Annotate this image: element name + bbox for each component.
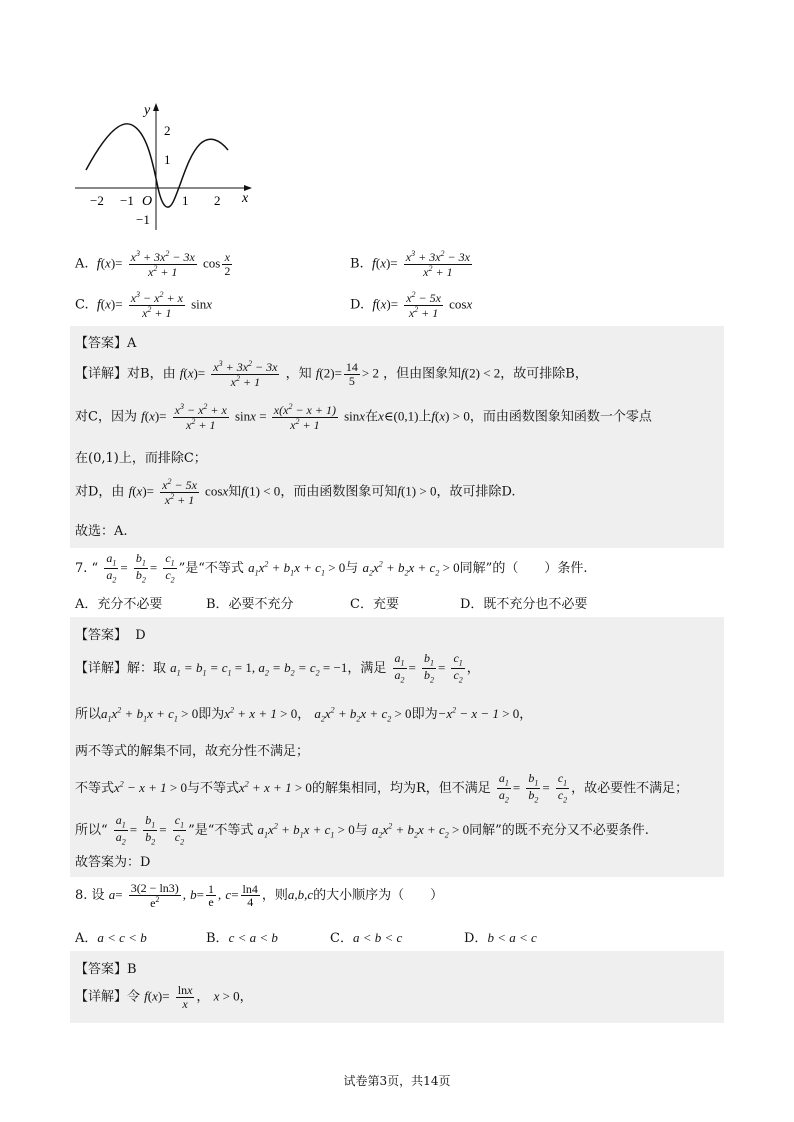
q6-option-a: A. f(x)= $\frac{x^3 + 3x^2 - 3x}{x^2 + 1}$ cos $\frac{x}{2}$ (75, 249, 231, 279)
q8-detail-line1: 【详解】令 f(x)= $\frac{\ln x}{x}$ ， x > 0， (75, 983, 253, 1011)
q7-detail-line5: 所以“ $\frac{a_1}{a_2}$ = $\frac{b_1}{b_2}$ = $\frac{c_1}{c_2}$ ”是“不等式 $a_1x^2 + b_1x + c_1 > 0$与 $a_2x^2 + b_2x + c_2 > 0$同解”的既不充分又不必要条件. (75, 813, 649, 847)
function-curve (86, 124, 228, 207)
function-graph (70, 98, 260, 232)
x-tick-neg2: −2 (90, 193, 104, 208)
q7-stem: 7. “ $\frac{a_1}{a_2}$ = $\frac{b_1}{b_2}$ = $\frac{c_1}{c_2}$ ”是“不等式 $a_1x^2 + b_1x + c_1 > 0$与 $a_2x^2 + b_2x + c_2 > 0$同解”的（ ）条件. (75, 551, 588, 585)
q8-stem: 8. 设 a= $\frac{3(2 - \ln 3)}{e^2}$ , b= $\frac{1}{e}$ , c= $\frac{\ln 4}{4}$ ，则a,b,c的大小顺序为（ ） (75, 881, 444, 910)
q7-option-c: C．充要 (350, 597, 399, 612)
q7-detail-line2: 所以$a_1x^2 + b_1x + c_1 > 0$即为$x^2 + x + 1 > 0$， $a_2x^2 + b_2x + c_2 > 0$即为$-x^2 - x - 1 > 0$， (75, 705, 533, 724)
q7-detail-line4: 不等式$x^2 - x + 1 > 0$与不等式$x^2 + x + 1 > 0$的解集相同，均为R，但不满足 $\frac{a_1}{a_2}$ = $\frac{b_1}{b_2}$ = $\frac{c_1}{c_2}$ ，故必要性不满足； (75, 771, 689, 805)
q6-detail-line4: 对D，由 f(x)= $\frac{x^2 - 5x}{x^2 + 1}$ cosx知f(1) < 0，而由函数图象可知f(1) > 0，故可排除D. (75, 477, 516, 507)
q8-option-c: C．a < b < c (330, 930, 403, 946)
q7-detail-line1: 【详解】解：取 $a_1 = b_1 = c_1 = 1$, $a_2 = b_2 = c_2 = -1$，满足 $\frac{a_1}{a_2}$ = $\frac{b_1}{b_2}$ = $\frac{c_1}{c_2}$ ， (75, 651, 480, 685)
q8-option-d: D．b < a < c (464, 930, 537, 946)
q6-detail-line1: 【详解】对B，由 f(x)= $\frac{x^3 + 3x^2 - 3x}{x^2 + 1}$ ，知 f(2)= $\frac{14}{5}$ > 2 ，但由图象知f(2) < 2，故可排除B， (75, 359, 588, 389)
q7-option-b: B．必要不充分 (206, 597, 294, 612)
q7-option-d: D．既不充分也不必要 (460, 597, 588, 612)
q7-detail-line3: 两不等式的解集不同，故充分性不满足； (75, 744, 310, 759)
q8-option-b: B．c < a < b (206, 930, 278, 946)
y-tick-2: 2 (164, 123, 171, 138)
q7-conclusion: 故答案为：D (75, 855, 151, 870)
q7-option-a: A．充分不必要 (75, 597, 163, 612)
q8-option-a: A．a < c < b (75, 930, 147, 946)
q6-option-b: B. f(x)= $\frac{x^3 + 3x^2 - 3x}{x^2 + 1}$ (350, 249, 470, 279)
y-axis-label: y (144, 103, 151, 118)
x-axis-label: x (242, 191, 249, 206)
x-tick-neg1: −1 (120, 193, 134, 208)
q7-answer: 【答案】 D (75, 628, 146, 643)
y-tick-neg1: −1 (136, 212, 150, 227)
q6-answer: 【答案】A (75, 336, 137, 351)
q6-detail-line2: 对C，因为 f(x)= $\frac{x^3 - x^2 + x}{x^2 + 1}$ sinx = $\frac{x(x^2 - x + 1)}{x^2 + 1}$ sinx在x∈(0,1)上f(x) > 0，而由函数图象知函数一个零点 (75, 402, 652, 432)
origin-label: O (142, 194, 153, 209)
q6-option-c: C. f(x)= $\frac{x^3 - x^2 + x}{x^2 + 1}$ sinx (75, 290, 213, 320)
y-tick-1: 1 (164, 152, 171, 167)
q8-answer: 【答案】B (75, 962, 137, 977)
page-footer: 试卷第3页，共14页 (343, 1074, 451, 1088)
x-tick-2: 2 (214, 193, 221, 208)
x-tick-1: 1 (182, 193, 189, 208)
q6-conclusion: 故选：A. (75, 524, 128, 539)
q6-detail-line3: 在(0,1)上，而排除C； (75, 451, 207, 466)
q6-option-d: D. f(x)= $\frac{x^2 - 5x}{x^2 + 1}$ cosx (350, 290, 473, 320)
